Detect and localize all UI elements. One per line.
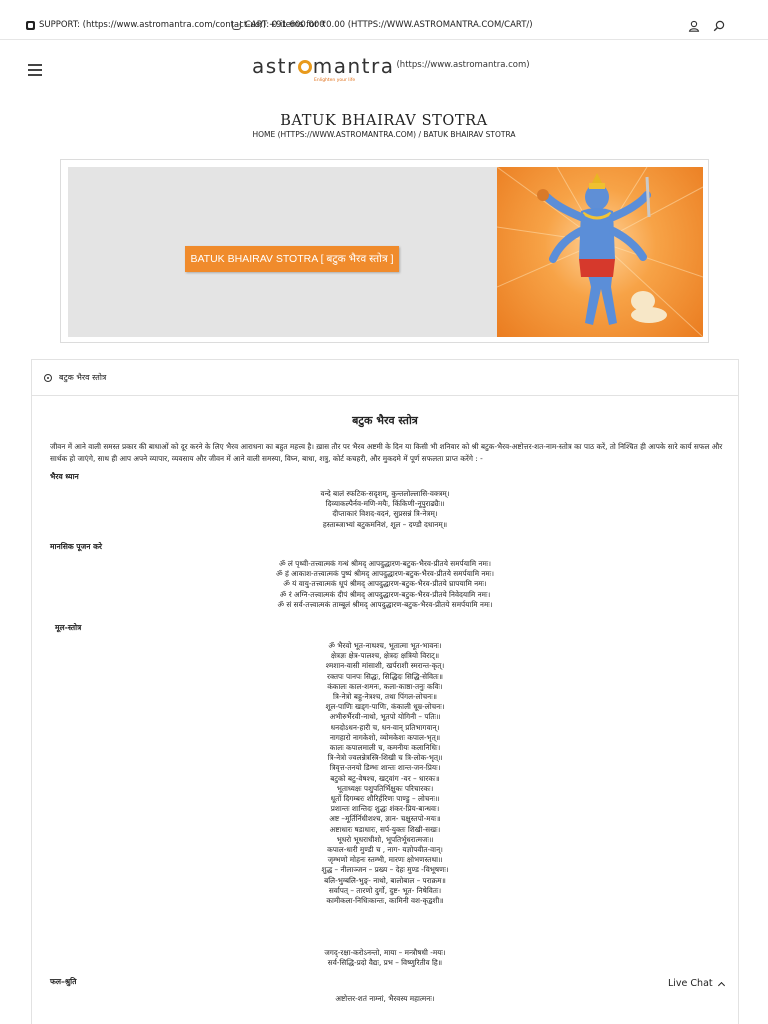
verse-line: ॐ रं अग्नि-तत्त्वात्मकं दीपं श्रीमद् आपदुद्धारण-बटुक-भैरव-प्रीतये निवेदयामि नमः। bbox=[279, 589, 491, 599]
verse-line: कालः कपालमाली च, कमनीयः कलानिधिः। bbox=[329, 743, 441, 753]
verse-line: धनदोऽधन-हारी च, धन-वान् प्रतिभागवान्। bbox=[330, 722, 440, 732]
section-heading-mool: मूल-स्तोत्र bbox=[55, 623, 82, 632]
verse-line: सर्वापत् – तारणो दुर्गो, दुष्ट- भूत- निषेवितः। bbox=[328, 885, 442, 895]
verse-line: वन्दे बालं स्फटिक-सदृशम्, कुन्तलोल्लासि-वक्त्रम्। bbox=[320, 489, 450, 498]
verse-line: शुद्ध – नीलाञ्जन – प्रख्य – देहः मुण्ड -विभूषणः। bbox=[321, 865, 449, 875]
section-heading-pujan: मानसिक पूजन करे bbox=[50, 542, 103, 551]
verse-line: बलि-भुग्बलि-भुङ्- नाथो, बालोबाल – पराक्रम॥ bbox=[324, 875, 446, 885]
live-chat-label: Live Chat bbox=[668, 978, 713, 989]
phone-icon bbox=[26, 21, 35, 30]
chevron-up-icon bbox=[718, 981, 725, 988]
mool-verse-end bbox=[32, 948, 738, 968]
verse-line: त्रि-नेत्रो बहु-नेत्रश्च, तथा पिंगल-लोचनः॥ bbox=[332, 692, 438, 702]
cart-text: CART: 0 items for ₹0.00 (HTTPS://WWW.ASTROMANTRA.COM/CART/) bbox=[245, 20, 533, 30]
bhairav-deity-image bbox=[497, 167, 703, 337]
banner-image bbox=[60, 159, 709, 343]
stotra-title: बटुक भैरव स्तोत्र bbox=[352, 414, 418, 427]
stotra-content bbox=[31, 396, 739, 1024]
deity-illustration bbox=[497, 167, 703, 337]
verse-line: ॐ हं आकाश-तत्त्वात्मकं पुष्पं श्रीमद् आपदुद्धारण-बटुक-भैरव-प्रीतये समर्पयामि नमः। bbox=[275, 569, 495, 579]
verse-line: भूताध्यक्षः पशुपतिर्भिक्षुकः परिचारकः। bbox=[336, 783, 434, 793]
verse-line: दिव्याकल्पैर्नव-मणि-मयैः, किंकिणी-नूपुराढ्यैः॥ bbox=[325, 499, 445, 509]
verse-line: ॐ भैरवो भूत-नाथश्च, भूतात्मा भूत-भावनः। bbox=[328, 641, 442, 650]
verse-line: सर्व-सिद्धि-प्रदो वैद्यः, प्रभ – विष्णुरितीव हि॥ bbox=[327, 958, 443, 968]
verse-line: कंकालः काल-शमनः, कला-काष्ठा-तनुः कविः। bbox=[327, 681, 443, 691]
section-heading-dhyan: भैरव ध्यान bbox=[50, 472, 79, 481]
stotra-accordion-header[interactable] bbox=[31, 359, 739, 396]
breadcrumb[interactable]: HOME (HTTPS://WWW.ASTROMANTRA.COM) / BATUK BHAIRAV STOTRA bbox=[252, 130, 516, 139]
verse-line: कपाल-धारी मुण्डी च , नाग- यज्ञोपवीत-वान्। bbox=[327, 845, 443, 855]
menu-icon[interactable] bbox=[28, 64, 42, 76]
page-title: BATUK BHAIRAV STOTRA bbox=[280, 113, 488, 129]
verse-line: प्रशान्तः शान्तिदः शुद्धः शंकर-प्रिय-बान्धवः। bbox=[330, 804, 440, 814]
banner-background bbox=[68, 167, 497, 337]
verse-line: दीप्ताकारं विशद-वदनं, सुप्रसन्नं त्रि-नेत्रम्। bbox=[332, 509, 438, 519]
verse-line: त्रिवृत्त-तनयो डिम्भः शान्तः शान्त-जन-प्रियः। bbox=[329, 763, 441, 773]
pujan-verse bbox=[32, 559, 738, 610]
verse-line: कामीकला-निधिःकान्तः, कामिनी वश-कृद्वशी॥ bbox=[326, 896, 444, 906]
section-heading-phal: फल–श्रुति bbox=[50, 977, 77, 986]
logo-wordmark: astr mantra bbox=[252, 54, 395, 78]
cart-link[interactable] bbox=[232, 20, 533, 30]
verse-line: जृम्भणो मोहनः स्तम्भी, मारणः क्षोभणस्तथा॥ bbox=[327, 855, 443, 865]
verse-line: ॐ यं वायु-तत्त्वात्मकं धूपं श्रीमद् आपदुद्धारण-बटुक-भैरव-प्रीतये घ्रापयामि नमः। bbox=[283, 579, 487, 589]
logo-sun-icon bbox=[298, 60, 312, 74]
dhyan-verse bbox=[32, 489, 738, 530]
accordion-label: बटुक भैरव स्तोत्र bbox=[59, 373, 107, 382]
verse-line: भूधरो भूधराधीशो, भूपतिर्भूधरात्मजः॥ bbox=[336, 834, 434, 844]
verse-line: बटुको बटु-वेषश्च, खट्वांग -वर – धारकः॥ bbox=[330, 773, 440, 783]
logo-url[interactable]: (https://www.astromantra.com) bbox=[396, 60, 530, 70]
phal-verse bbox=[32, 994, 738, 1004]
intro-paragraph: जीवन में आने वाली समस्त प्रकार की बाधाओं को दूर करने के लिए भैरव आराधना का बहुत महत्त्व है। ख़ास तौर पर भैरव अष्टमी के दिन या किसी भी शनिवार को श्री बटुक-भैरव-अष्टोत्तर-शत-नाम-स्तोत्र का पाठ करें, तो निश्चित ही आपके सारे कार्य सफल और सार्थक हो जाएंगे, साथ ही आप अपने व्यापार, व्यवसाय और जीवन में आने वाली समस्या, विघ्न, बाधा, शत्रु, कोर्ट कचहरी, और मुकदमे में पूर्ण सफलता प्राप्त करेंगे : - bbox=[50, 442, 723, 463]
site-logo[interactable] bbox=[252, 54, 530, 83]
verse-line: हस्ताब्जाभ्यां बटुकमनिशं, शूल – दण्डौ दधानम्॥ bbox=[322, 519, 448, 529]
verse-line: अभीरुर्भैरवी-नाथो, भूतपो योगिनी – पतिः॥ bbox=[329, 712, 441, 722]
banner-label: BATUK BHAIRAV STOTRA [ बटुक भैरव स्तोत्र ] bbox=[185, 246, 399, 272]
site-header bbox=[0, 40, 768, 100]
logo-tagline: Enlighten your life bbox=[314, 78, 356, 83]
verse-line: रक्तपः पानपः सिद्धः, सिद्धिदः सिद्धि-सेवितः॥ bbox=[326, 671, 444, 681]
live-chat-button[interactable] bbox=[668, 978, 724, 989]
verse-line: त्रि-नेत्रो ज्वलन्नेत्रस्त्रि-शिखी च त्रि-लोक-भृत्॥ bbox=[327, 753, 443, 763]
search-icon[interactable] bbox=[713, 20, 725, 32]
verse-line: नागहारो नागकेशो, व्योमकेशः कपाल-भृत्॥ bbox=[329, 732, 441, 742]
verse-line: क्षेत्रज्ञः क्षेत्र-पालश्च, क्षेत्रदः क्षत्रियो विराट्॥ bbox=[330, 651, 440, 661]
verse-line: धूर्तो दिगम्बरः शौरिर्हरिणः पाण्डु – लोचनः॥ bbox=[330, 794, 440, 804]
top-bar bbox=[0, 0, 768, 40]
cart-icon bbox=[232, 21, 241, 30]
verse-line: जगद्-रक्षा-करोऽनन्तो, माया – मन्त्रौषधी -मयः। bbox=[324, 948, 446, 957]
verse-line: शूल-पाणिः खड्ग-पाणिः, कंकाली धूम्र-लोचनः। bbox=[325, 702, 445, 712]
support-text: SUPPORT: (https://www.astromantra.com/contact-us/) +91 600.000 bbox=[39, 20, 325, 30]
verse-line: अष्टोत्तर-शतं नाम्नां, भैरवस्य महात्मनः। bbox=[335, 994, 435, 1003]
verse-line: श्मशान-वासी मांसाशी, खर्पराशी स्मरान्त-कृत्। bbox=[325, 661, 445, 671]
verse-line: अष्ट –मूर्तिर्निधीशश्च, ज्ञान- चक्षुस्तपो-मयः॥ bbox=[329, 814, 441, 824]
verse-line: ॐ सं सर्व-तत्त्वात्मकं ताम्बूलं श्रीमद् आपदुद्धारण-बटुक-भैरव-प्रीतये समर्पयामि नमः। bbox=[277, 599, 493, 609]
mool-verse bbox=[32, 641, 738, 906]
verse-line: अष्टाधारः षडाधारः, सर्प-युक्तः शिखी-सखः। bbox=[329, 824, 441, 834]
user-icon[interactable] bbox=[688, 20, 700, 32]
verse-line: ॐ लं पृथ्वी-तत्त्वात्मकं गन्धं श्रीमद् आपदुद्धारण-बटुक-भैरव-प्रीतये समर्पयामि नमः। bbox=[278, 559, 492, 568]
toggle-circle-icon bbox=[44, 374, 52, 382]
